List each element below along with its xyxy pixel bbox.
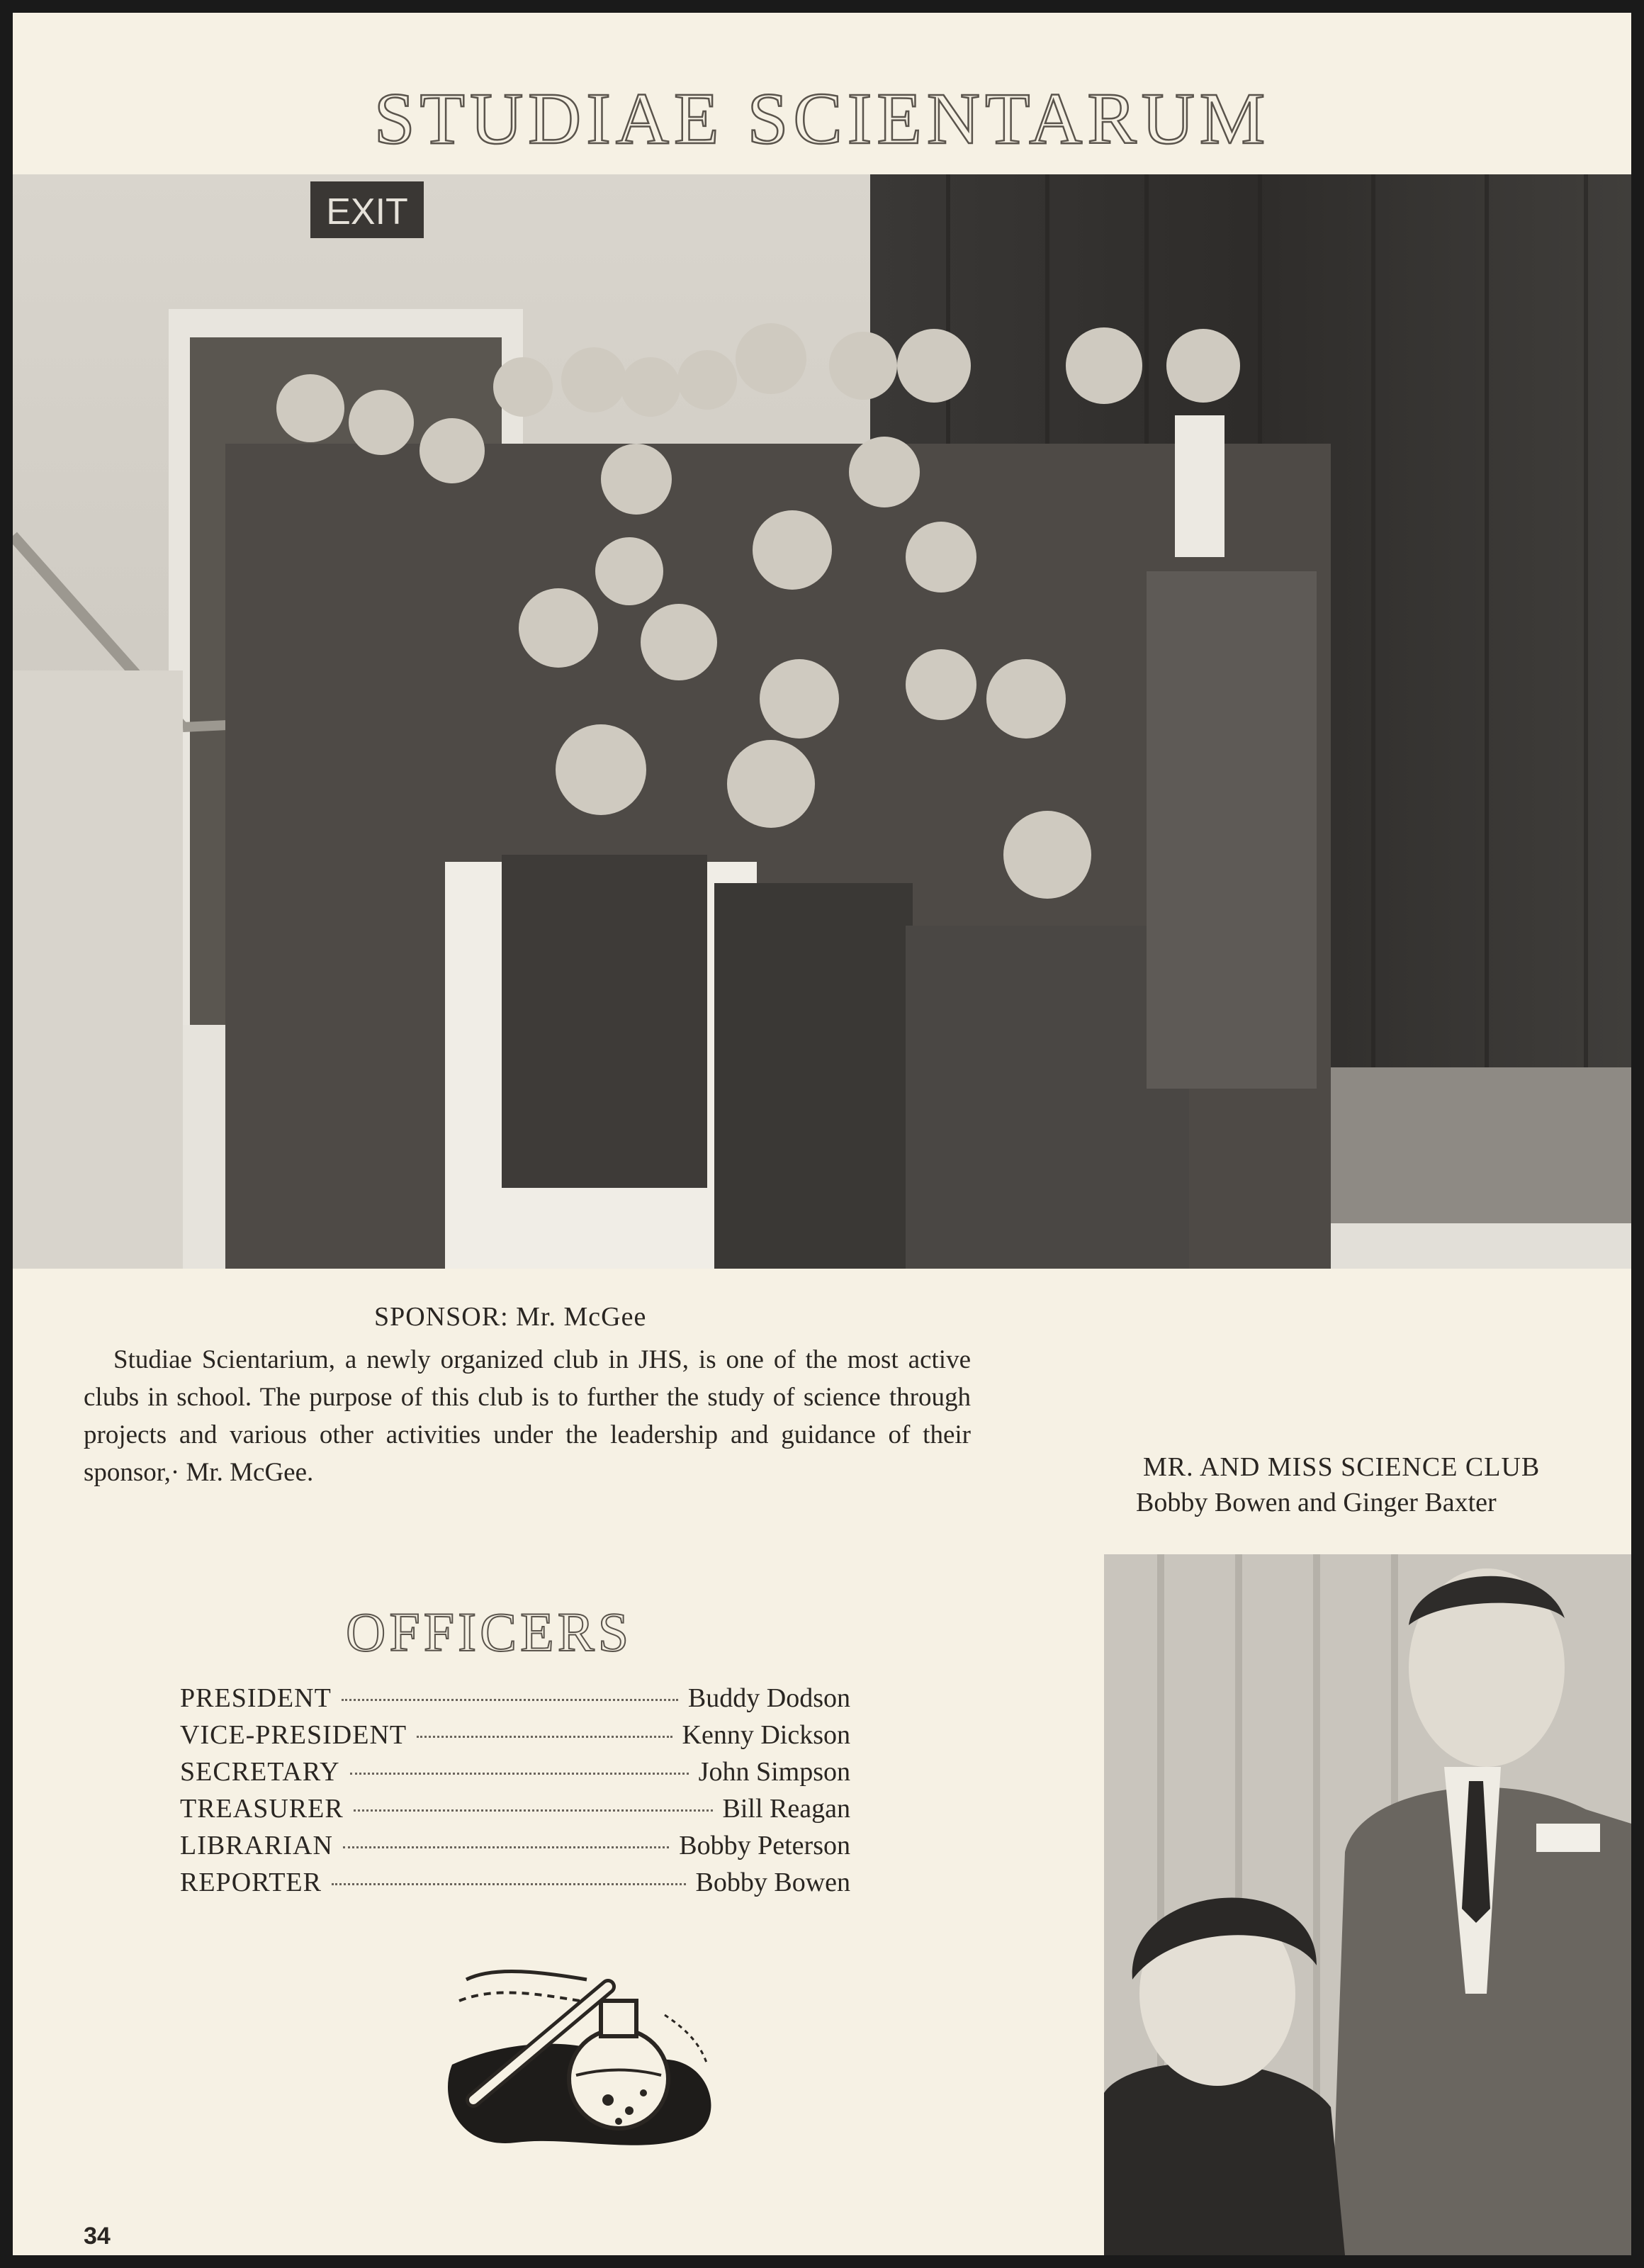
officer-row: [180, 1830, 850, 1867]
dot-leader: [354, 1809, 713, 1812]
officer-row: [180, 1756, 850, 1793]
officer-name: Bobby Bowen: [695, 1868, 850, 1897]
dot-leader: [417, 1736, 672, 1738]
officer-name: Buddy Dodson: [687, 1683, 850, 1713]
dot-leader: [342, 1699, 678, 1701]
mr-miss-photo: [1104, 1554, 1631, 2255]
dot-leader: [332, 1883, 686, 1885]
officer-role: LIBRARIAN: [180, 1831, 333, 1860]
officer-role: TREASURER: [180, 1794, 344, 1824]
officer-row: [180, 1793, 850, 1830]
mr-miss-names: Bobby Bowen and Ginger Baxter: [1136, 1488, 1497, 1517]
officer-role: PRESIDENT: [180, 1683, 332, 1713]
page-number: 34: [84, 2223, 111, 2250]
officers-heading: OFFICERS: [346, 1601, 633, 1663]
officer-row: [180, 1683, 850, 1719]
chemistry-flask-icon: [431, 1958, 728, 2164]
dot-leader: [350, 1773, 689, 1775]
group-photo-image: [13, 174, 1631, 1269]
mr-miss-photo-image: [1104, 1554, 1631, 2255]
sponsor-line: SPONSOR: Mr. McGee: [374, 1302, 647, 1332]
officer-row: [180, 1867, 850, 1904]
yearbook-page: [13, 13, 1631, 2255]
officer-name: John Simpson: [698, 1757, 850, 1787]
club-description: Studiae Scientarium, a newly organized club in JHS, is one of the most active clubs in school. The purpose of this club is to further the study of science through projects and various other activities under the leadership and guidance of their sponsor,· Mr. McGee.: [84, 1345, 971, 1487]
officer-name: Kenny Dickson: [682, 1720, 850, 1750]
exit-sign: EXIT: [326, 191, 408, 232]
officer-name: Bobby Peterson: [679, 1831, 850, 1860]
dot-leader: [343, 1846, 669, 1848]
group-photo: [13, 174, 1631, 1269]
officer-role: REPORTER: [180, 1868, 322, 1897]
officer-name: Bill Reagan: [722, 1794, 850, 1824]
officer-role: VICE-PRESIDENT: [180, 1720, 407, 1750]
mr-miss-heading: MR. AND MISS SCIENCE CLUB: [1143, 1452, 1541, 1482]
officers-list: [180, 1683, 850, 1904]
officer-role: SECRETARY: [180, 1757, 340, 1787]
page-title: STUDIAE SCIENTARUM: [373, 78, 1271, 159]
officer-row: [180, 1719, 850, 1756]
